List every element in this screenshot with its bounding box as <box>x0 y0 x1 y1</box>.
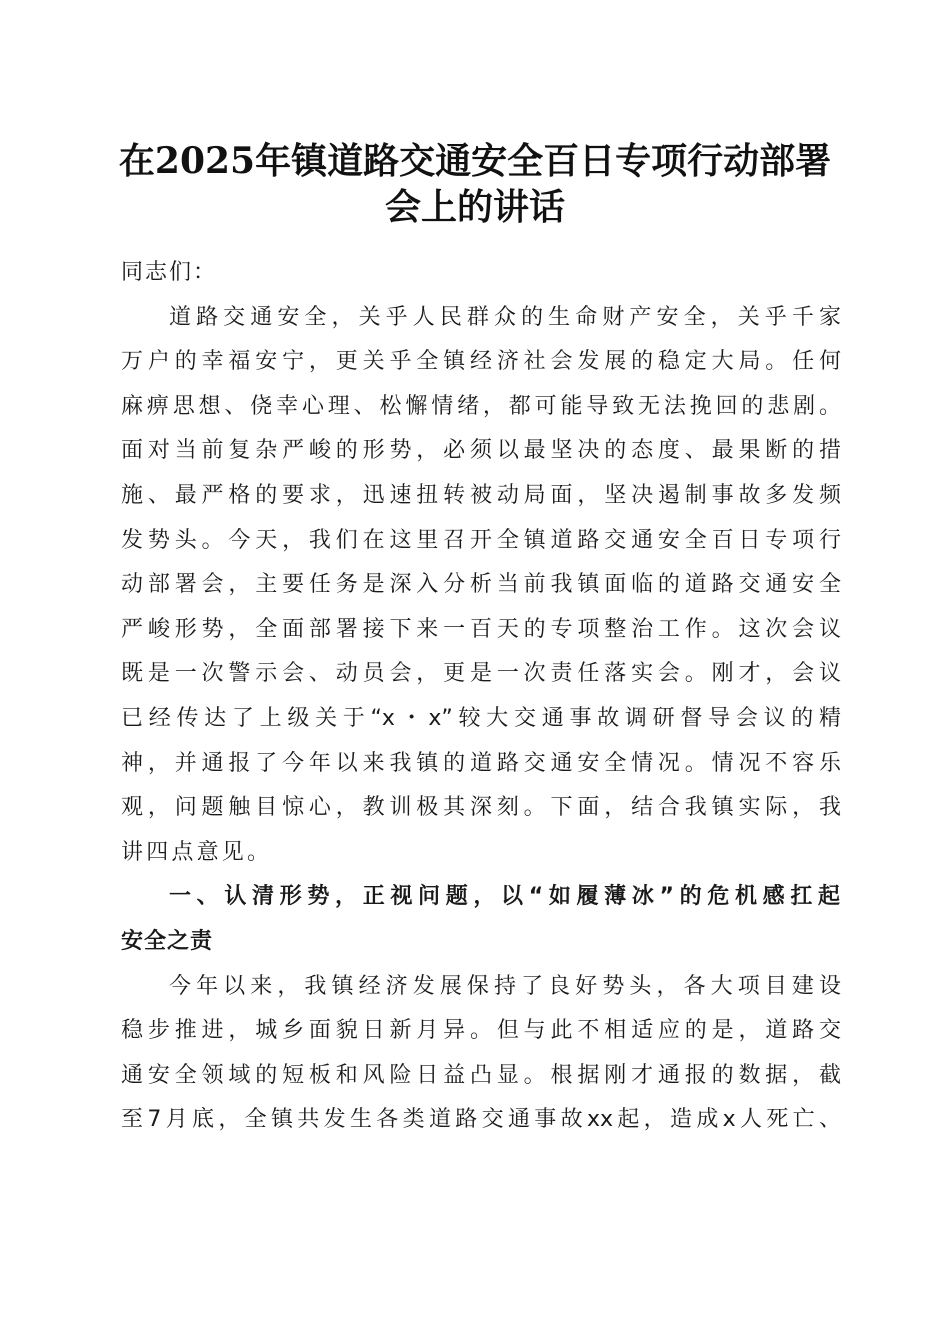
paragraph-line: 讲四点意见。 <box>121 839 273 865</box>
paragraph-line: 今年以来，我镇经济发展保持了良好势头，各大项目建设 <box>169 973 841 999</box>
salutation: 同志们： <box>121 260 218 285</box>
paragraph-line: 至7月底，全镇共发生各类道路交通事故xx起，造成x人死亡、 <box>121 1107 841 1133</box>
paragraph-line: 发势头。今天，我们在这里召开全镇道路交通安全百日专项行 <box>121 527 841 553</box>
title-line-2: 会上的讲话 <box>384 186 565 228</box>
paragraph-line: 稳步推进，城乡面貌日新月异。但与此不相适应的是，道路交 <box>121 1018 841 1044</box>
paragraph-line: 施、最严格的要求，迅速扭转被动局面，坚决遏制事故多发频 <box>121 482 841 508</box>
paragraph-line: 观，问题触目惊心，教训极其深刻。下面，结合我镇实际，我 <box>121 795 841 821</box>
paragraph-line: 已经传达了上级关于“x・x”较大交通事故调研督导会议的精 <box>121 705 841 731</box>
paragraph-2 <box>121 965 841 1143</box>
title-line-1: 在2025年镇道路交通安全百日专项行动部署 <box>118 140 832 182</box>
paragraph-line: 神，并通报了今年以来我镇的道路交通安全情况。情况不容乐 <box>121 750 841 776</box>
heading-line: 安全之责 <box>121 928 214 954</box>
paragraph-line: 道路交通安全，关乎人民群众的生命财产安全，关乎千家 <box>169 304 841 330</box>
paragraph-line: 通安全领域的短板和风险日益凸显。根据刚才通报的数据，截 <box>121 1062 841 1088</box>
paragraph-1 <box>121 296 841 876</box>
heading-line: 一、认清形势，正视问题，以“如履薄冰”的危机感扛起 <box>169 884 841 910</box>
paragraph-line: 严峻形势，全面部署接下来一百天的专项整治工作。这次会议 <box>121 616 841 642</box>
paragraph-line: 万户的幸福安宁，更关乎全镇经济社会发展的稳定大局。任何 <box>121 349 841 375</box>
document-title <box>100 138 850 230</box>
document-body <box>121 251 841 1143</box>
paragraph-line: 动部署会，主要任务是深入分析当前我镇面临的道路交通安全 <box>121 572 841 598</box>
paragraph-line: 麻痹思想、侥幸心理、松懈情绪，都可能导致无法挽回的悲剧。 <box>121 393 841 419</box>
section-1-heading <box>121 875 841 964</box>
paragraph-line: 既是一次警示会、动员会，更是一次责任落实会。刚才，会议 <box>121 661 841 687</box>
paragraph-line: 面对当前复杂严峻的形势，必须以最坚决的态度、最果断的措 <box>121 438 841 464</box>
